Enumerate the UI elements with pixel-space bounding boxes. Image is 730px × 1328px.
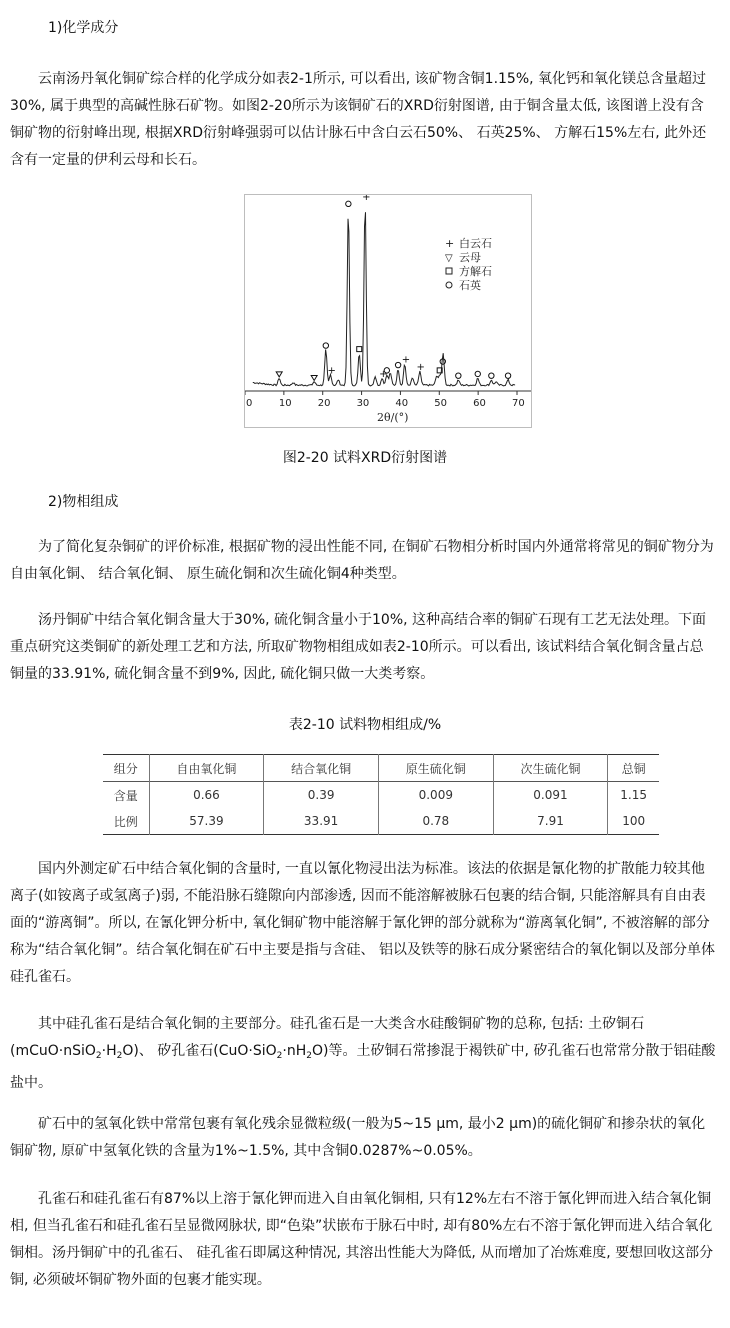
paragraph-iron-hydroxide: 矿石中的氢氧化铁中常常包裹有氧化残余显微粒级(一般为5~15 μm, 最小2 μm)的硫化铜矿和掺杂状的氧化铜矿物, 原矿中氢氧化铁的含量为1%~1.5%, 其中含铜0.0287%~0.05%。 xyxy=(10,1116,706,1159)
formula-text: O)等。土矽铜石常掺混于褐铁矿中, 矽孔雀石也常常分散于铝硅酸盐中。 xyxy=(10,1043,716,1091)
paragraph-chemical: 云南汤丹氧化铜矿综合样的化学成分如表2-1所示, 可以看出, 该矿物含铜1.15%, 氧化钙和氧化镁总含量超过30%, 属于典型的高碱性脉石矿物。如图2-20所示为该铜矿石的XRD衍射图谱, 由于铜含量太低, 该图谱上没有含铜矿物的衍射峰出现, 根据XRD衍射峰强弱可以估计脉石中含白云石50%、 石英25%、 方解石15%左右, 此外还含有一定量的伊利云母和长石。 xyxy=(10,71,707,168)
paragraph-malachite: 孔雀石和硅孔雀石有87%以上溶于氰化钾而进入自由氧化铜相, 只有12%左右不溶于氰化钾而进入结合氧化铜相, 但当孔雀石和硅孔雀石呈显微网脉状, 即“色染”状嵌布于脉石中时, 却有80%左右不溶于氰化钾而进入结合氧化铜相。汤丹铜矿中的孔雀石、 硅孔雀石即属这种情况, 其溶出性能大为降低, 从而增加了冶炼难度, 要想回收这部分铜, 必须破坏铜矿物外面的包裹才能实现。 xyxy=(10,1191,714,1288)
formula-subscript: 2 xyxy=(95,1051,102,1061)
table-cell: 33.91 xyxy=(264,808,379,835)
table-cell: 0.39 xyxy=(264,782,379,809)
table-header: 原生硫化铜 xyxy=(378,755,493,782)
table-cell: 1.15 xyxy=(608,782,659,809)
marker-quartz xyxy=(323,343,328,348)
formula-text: ·nH xyxy=(282,1043,307,1059)
paragraph-tangdan: 汤丹铜矿中结合氧化铜含量大于30%, 硫化铜含量小于10%, 这种高结合率的铜矿石现有工艺无法处理。下面重点研究这类铜矿的新处理工艺和方法, 所取矿物物相组成如表2-10所示。可以看出, 该试料结合氧化铜含量占总铜量的33.91%, 硫化铜含量不到9%, 因此, 硫化铜只做一大类考察。 xyxy=(10,612,707,682)
x-tick-label: 10 xyxy=(278,398,292,409)
formula-text: ·H xyxy=(101,1043,117,1059)
table-cell: 0.091 xyxy=(493,782,608,809)
legend-symbol-dolomite: + xyxy=(445,237,455,250)
marker-dolomite: + xyxy=(416,361,425,373)
table-cell: 57.39 xyxy=(149,808,264,835)
marker-quartz xyxy=(489,373,494,378)
x-axis-ticks xyxy=(245,391,525,409)
table-row xyxy=(103,808,659,835)
marker-quartz xyxy=(346,201,351,206)
formula-text: 其中硅孔雀石是结合氧化铜的主要部分。硅孔雀石是一大类含水硅酸铜矿物的总称, 包括: 土矽铜石(mCuO·nSiO xyxy=(10,1016,645,1059)
table-header-row xyxy=(103,755,659,782)
table-header: 结合氧化铜 xyxy=(264,755,379,782)
marker-calcite xyxy=(357,347,362,352)
marker-quartz xyxy=(505,373,510,378)
table-cell: 100 xyxy=(608,808,659,835)
table-header: 总铜 xyxy=(608,755,659,782)
section-heading-chemical: 1)化学成分 xyxy=(48,20,119,36)
legend-symbol-calcite xyxy=(446,268,452,274)
marker-mica xyxy=(311,375,317,380)
table-header: 次生硫化铜 xyxy=(493,755,608,782)
x-axis-label: 2θ/(°) xyxy=(377,411,409,424)
marker-dolomite: + xyxy=(362,195,371,203)
marker-dolomite: + xyxy=(401,354,411,366)
marker-quartz xyxy=(395,362,400,367)
paragraph-chrysocolla xyxy=(10,1011,716,1097)
table-row xyxy=(103,782,659,809)
formula-text: O)、 矽孔雀石(CuO·SiO xyxy=(122,1043,277,1059)
marker-quartz xyxy=(475,371,480,376)
legend-label-mica: 云母 xyxy=(459,251,481,264)
paragraph-classification: 为了简化复杂铜矿的评价标准, 根据矿物的浸出性能不同, 在铜矿石物相分析时国内外通常将常见的铜矿物分为自由氧化铜、 结合氧化铜、 原生硫化铜和次生硫化铜4种类型。 xyxy=(10,539,714,582)
table-cell: 0.009 xyxy=(378,782,493,809)
legend-label-quartz: 石英 xyxy=(459,279,481,292)
marker-dolomite: + xyxy=(327,365,336,377)
x-tick-label: 20 xyxy=(317,398,331,409)
marker-mica xyxy=(276,372,282,377)
table-header: 自由氧化铜 xyxy=(149,755,264,782)
table-cell: 7.91 xyxy=(493,808,608,835)
xrd-chart xyxy=(244,194,532,428)
table-cell: 0.78 xyxy=(378,808,493,835)
section-heading-phase: 2)物相组成 xyxy=(48,494,119,510)
phase-composition-table xyxy=(103,754,659,835)
marker-quartz xyxy=(456,373,461,378)
table-header: 组分 xyxy=(113,761,138,776)
legend-symbol-mica: ▽ xyxy=(445,253,453,264)
xrd-chart-svg xyxy=(245,195,531,427)
table-cell: 0.66 xyxy=(149,782,264,809)
figure-caption: 图2-20 试料XRD衍射图谱 xyxy=(282,450,448,466)
formula-subscript: 2 xyxy=(306,1051,312,1061)
formula-subscript: 2 xyxy=(276,1051,283,1061)
legend-label-dolomite: 白云石 xyxy=(459,237,492,250)
marker-dolomite: + xyxy=(379,368,388,380)
x-tick-label: 0 xyxy=(246,398,253,409)
x-tick-label: 30 xyxy=(356,398,370,409)
legend-symbol-quartz xyxy=(446,282,452,288)
table-cell: 含量 xyxy=(113,788,138,803)
x-tick-label: 40 xyxy=(395,398,409,409)
legend xyxy=(445,237,492,292)
x-tick-label: 50 xyxy=(434,398,448,409)
legend-label-calcite: 方解石 xyxy=(459,265,492,278)
x-tick-label: 70 xyxy=(512,398,525,409)
x-tick-label: 60 xyxy=(473,398,486,409)
table-caption: 表2-10 试料物相组成/% xyxy=(288,717,442,733)
formula-subscript: 2 xyxy=(116,1051,123,1061)
paragraph-cyanide-method: 国内外测定矿石中结合氧化铜的含量时, 一直以氰化物浸出法为标准。该法的依据是氰化物的扩散能力较其他离子(如铵离子或氢离子)弱, 不能沿脉石缝隙向内部渗透, 因而不能溶解被脉石包裹的结合铜, 只能溶解具有自由表面的“游离铜”。所以, 在氰化钾分析中, 氧化铜矿物中能溶解于氰化钾的部分就称为“游离氧化铜”, 不被溶解的部分称为“结合氧化铜”。结合氧化铜在矿石中主要是指与含硅、 铝以及铁等的脉石成分紧密结合的氧化铜以及部分单体硅孔雀石。 xyxy=(10,861,715,985)
table-cell: 比例 xyxy=(113,814,138,829)
